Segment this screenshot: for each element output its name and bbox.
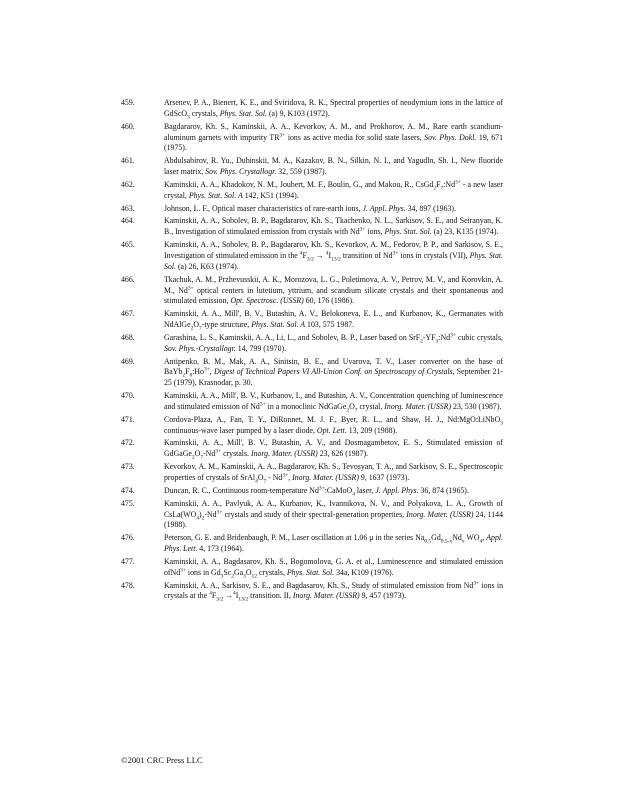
reference-text: Duncan, R. C., Continuous room-temperature $Nd^{3+}:CaMoO_4$ laser, J. Appl. Phys. 36, 874 (1965). [164, 485, 469, 498]
reference-text: Abdulsabirov, R. Yu., Dubinskii, M. A., Kazakov, B. N., Silkin, N. I., and Yagudln, Sh. I., New fluoride laser matrix, Sov. Phys. Crystallogr. 32, 559 (1987). [164, 156, 503, 177]
reference-text: Kaminskii, A. A., Mill', B. V., Kurbanov, I., and Butashin, A. V., Concentration quenching of luminescence and stimulated emission of $Nd^{3+}$ in a monoclinic $NdGaGe_2O_7$ crystal, Inorg. Mater. (USSR) 23, 530 (1987). [164, 391, 503, 414]
reference-text: Tkachuk, A. M., Przhevusskii, A. K., Morozova, L. G., Poletimova, A. V., Petrov, M. V., and Korovkin, A. M., $Nd^{3+}$ optical centers in lutetium, yttrium, and scandium silicate crystals and their spontaneous and stimulated emission, Opt. Spectrosc. (USSR) 60, 176 (1986). [164, 274, 503, 306]
reference-number: 478. [121, 580, 135, 590]
reference-text: Kaminskii, A. A., Khadokov, N. M., Joubert, M. F., Boulin, G., and Makou, R., $CsGd_2F_7:Nd^{3+}$ - a new laser crystal, Phys. Stat. Sol. A 142, K51 (1994). [164, 179, 503, 200]
reference-item [121, 240, 503, 273]
copyright-footer: ©2001 CRC Press LLC [121, 755, 203, 765]
reference-item [121, 122, 503, 155]
reference-number: 476. [121, 533, 135, 543]
reference-number: 475. [121, 498, 135, 508]
reference-item [121, 533, 503, 555]
reference-text: Kaminskii, A. A., Bagdasarov, Kh. S., Bogomolova, G. A. et al., Luminescence and stimulated emission ofNd$^{3+}$ ions in $Gd_3Sc_2Ga_3O_{12}$ crystals, Phys. Stat. Sol. 34a, K109 (1976). [164, 556, 503, 580]
reference-text: Kaminskii, A. A., Sobolev, B. P., Bagdararov, Kh. S., Kevorkov, A. M., Fedorov, P. P., and Sarkisov, S. E., Investigation of stimulated emission in the $^4F_{3/2} \to ^4I_{13/2}$ transition of $Nd^{3+}$ ions in crystals (VII), Phys. Stat. Sol. (a) 26, K63 (1974). [164, 240, 504, 271]
reference-number: 463. [121, 203, 135, 213]
reference-number: 477. [121, 556, 135, 566]
reference-item [121, 486, 503, 497]
reference-item [121, 415, 503, 437]
reference-item [121, 180, 503, 202]
reference-number: 459. [121, 98, 135, 107]
reference-number: 470. [121, 391, 135, 401]
reference-number: 465. [121, 240, 135, 250]
reference-item [121, 156, 503, 178]
reference-list [121, 98, 503, 604]
reference-text: Johnson, L. F., Optical maser characteristics of rare-earth ions, J. Appl. Phys. 34, 897 (1963). [164, 203, 456, 213]
reference-item [121, 333, 503, 355]
reference-text: Bagdararov, Kh. S., Kaminskii, A. A., Kevorkov, A. M., and Prokhorov, A. M., Rare earth scandium-aluminum garnets with impurity $TR^{3+}$ ions as active media for solid state lasers, Sov. Phys. Dokl. 19, 671 (1975). [164, 121, 503, 153]
reference-text: Garashina, L. S., Kaminskii, A. A., Li, L., and Sobolev, B. P., Laser based on $SrF_2-YF_3:Nd^{3+}$ cubic crystals, Sov. Phys.-Crystallogr. 14, 799 (1970). [164, 332, 503, 353]
reference-number: 460. [121, 121, 135, 131]
reference-item [121, 357, 503, 390]
reference-text: Kaminskii, A. A., Sobolev, B. P., Bagdararov, Kh. S., Tkachenko, N. L., Sarkisov, S. E., and Seiranyan, K. B., Investigation of stimulated emission from crystals with $Nd^{3+}$ ions, Phys. Stat. Sol. (a) 23, K135 (1974). [164, 216, 503, 237]
reference-text: Kaminskii, A. A., Pavlyuk, A. A., Kurbanov, K., Ivannikova, N. V., and Polyakova, L. A., Growth of $CsLa(WO_4)_2-Nd^{3+}$ crystals and study of their spectral-generation properties, Inorg. Mater. (USSR) 24, 1144 (1988). [164, 498, 503, 530]
reference-text: Cordova-Plaza, A., Fan, T. Y., DiRonnet, M. J. F., Byer, R. L., and Shaw, H. J., Nd:MgO:LiNbO$_3$ continuous-wave laser pumped by a laser diode, Opt. Lett. 13, 209 (1988). [164, 414, 503, 435]
reference-item [121, 438, 503, 460]
reference-number: 464. [121, 216, 135, 226]
reference-number: 472. [121, 438, 135, 448]
reference-item [121, 391, 503, 413]
reference-item [121, 499, 503, 532]
reference-number: 461. [121, 156, 135, 166]
reference-number: 462. [121, 179, 135, 189]
reference-number: 474. [121, 485, 135, 495]
reference-number: 473. [121, 462, 135, 472]
reference-item [121, 462, 503, 484]
reference-item [121, 275, 503, 308]
reference-item [121, 581, 503, 603]
reference-number: 467. [121, 309, 135, 319]
reference-text: Antipenko, B. M., Mak, A. A., Sinitsin, B. E., and Uvarova, T. V., Laser converter on the base of $BaYb_2F_8:Ho^{3+}$, Digest of Technical Papers VI All-Union Conf. on Spectroscopy of Crystals, September 21-25 (1979), Krasnodar, p. 30. [164, 356, 504, 388]
reference-item [121, 204, 503, 215]
reference-number: 468. [121, 332, 135, 342]
reference-item [121, 309, 503, 331]
reference-text: Kaminskii, A. A., Mill', B. V., Butashin, A. V., Belokoneva, E. L., and Kurbanov, K., Germanates with $NdAlGe_2O_7$-type structure, Phys. Stat. Sol. A 103, 575 1987. [164, 309, 503, 332]
reference-text: Arsenev, P. A., Bienert, K. E., and Sviridova, R. K., Spectral properties of neodymium ions in the lattice of GdScO$_3$ crystals, Phys. Stat. Sol. (a) 9, K103 (1972). [164, 98, 503, 121]
reference-item [121, 216, 503, 238]
reference-text: Kevorkov, A. M., Kaminskii, A. A., Bagdararov, Kh. S., Tevosyan, T. A., and Sarkisov, S. E., Spectroscopic properties of crystals of $SrAl_4O_7 - Nd^{3+}$, Inorg. Mater. (USSR) 9, 1637 (1973). [164, 462, 503, 485]
reference-number: 466. [121, 274, 135, 284]
reference-text: Kaminskii, A. A., Mill', B. V., Butashin, A. V., and Dosmagambetov, E. S., Stimulated emission of $GdGaGe_2O_7-Nd^{3+}$ crystals. Inorg. Mater. (USSR) 23, 626 (1987). [164, 438, 503, 461]
reference-number: 471. [121, 414, 135, 424]
reference-item [121, 98, 503, 120]
reference-text: Peterson, G. E. and Bridenbaugh, P. M., Laser oscillation at 1.06 μ in the series $Na_{0.5}Gd_{0.5-x}Nd_x$ $WO_4$, Appl. Phys. Lett. 4, 173 (1964). [164, 533, 504, 554]
reference-text: Kaminskii, A. A., Sarkisov, S. E., and Bagdasarov, Kh. S., Study of stimulated emission from $Nd^{3+}$ ions in crystals at the $^4F_{3/2} \to^4I_{13/2}$ transition. II, Inorg. Mater. (USSR) 9, 457 (1973). [164, 579, 503, 603]
reference-item [121, 557, 503, 579]
reference-number: 469. [121, 356, 135, 366]
